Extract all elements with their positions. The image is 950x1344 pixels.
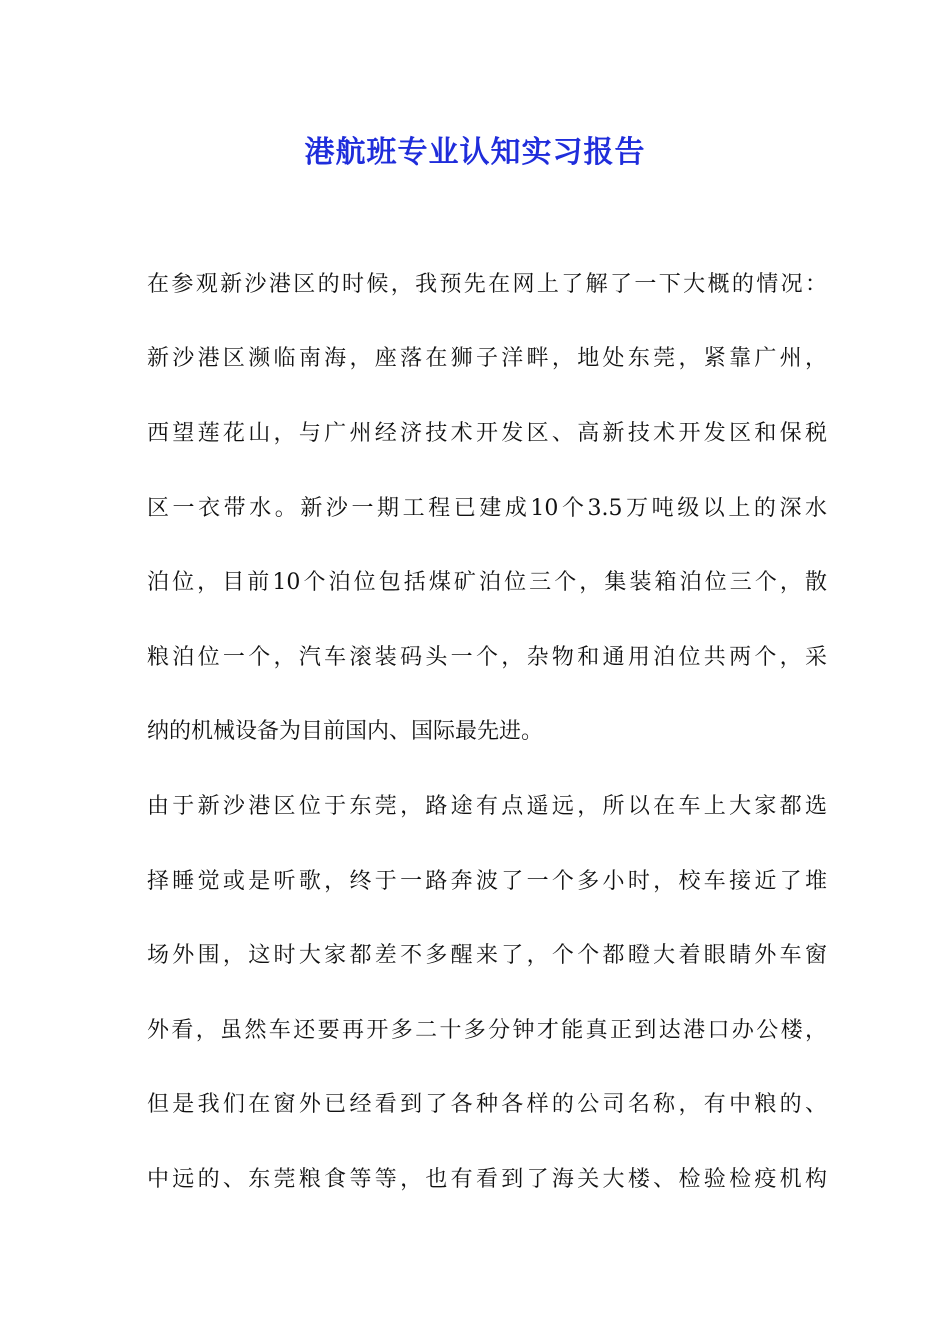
paragraph-line: 中远的、东莞粮食等等，也有看到了海关大楼、检验检疫机构: [147, 1167, 827, 1192]
paragraph-line: 粮泊位一个，汽车滚装码头一个，杂物和通用泊位共两个，采: [147, 645, 827, 670]
paragraph-line: 西望莲花山，与广州经济技术开发区、高新技术开发区和保税: [147, 421, 827, 446]
paragraph-line: 区一衣带水。新沙一期工程已建成10个3.5万吨级以上的深水: [147, 496, 827, 521]
paragraph-line: 场外围，这时大家都差不多醒来了，个个都瞪大着眼睛外车窗: [147, 943, 827, 968]
paragraph-line: 纳的机械设备为目前国内、国际最先进。: [147, 719, 544, 744]
paragraph-line: 在参观新沙港区的时候，我预先在网上了解了一下大概的情况：: [147, 272, 827, 297]
paragraph-line: 外看，虽然车还要再开多二十多分钟才能真正到达港口办公楼，: [147, 1018, 827, 1043]
document-title: 港航班专业认知实习报告: [304, 135, 646, 170]
paragraph-line: 择睡觉或是听歌，终于一路奔波了一个多小时，校车接近了堆: [147, 869, 827, 894]
paragraph-line: 但是我们在窗外已经看到了各种各样的公司名称，有中粮的、: [147, 1092, 827, 1117]
paragraph-line: 新沙港区濒临南海，座落在狮子洋畔，地处东莞，紧靠广州，: [147, 346, 827, 371]
paragraph-line: 泊位，目前10个泊位包括煤矿泊位三个，集装箱泊位三个，散: [147, 570, 827, 595]
paragraph-line: 由于新沙港区位于东莞，路途有点遥远，所以在车上大家都选: [147, 794, 827, 819]
